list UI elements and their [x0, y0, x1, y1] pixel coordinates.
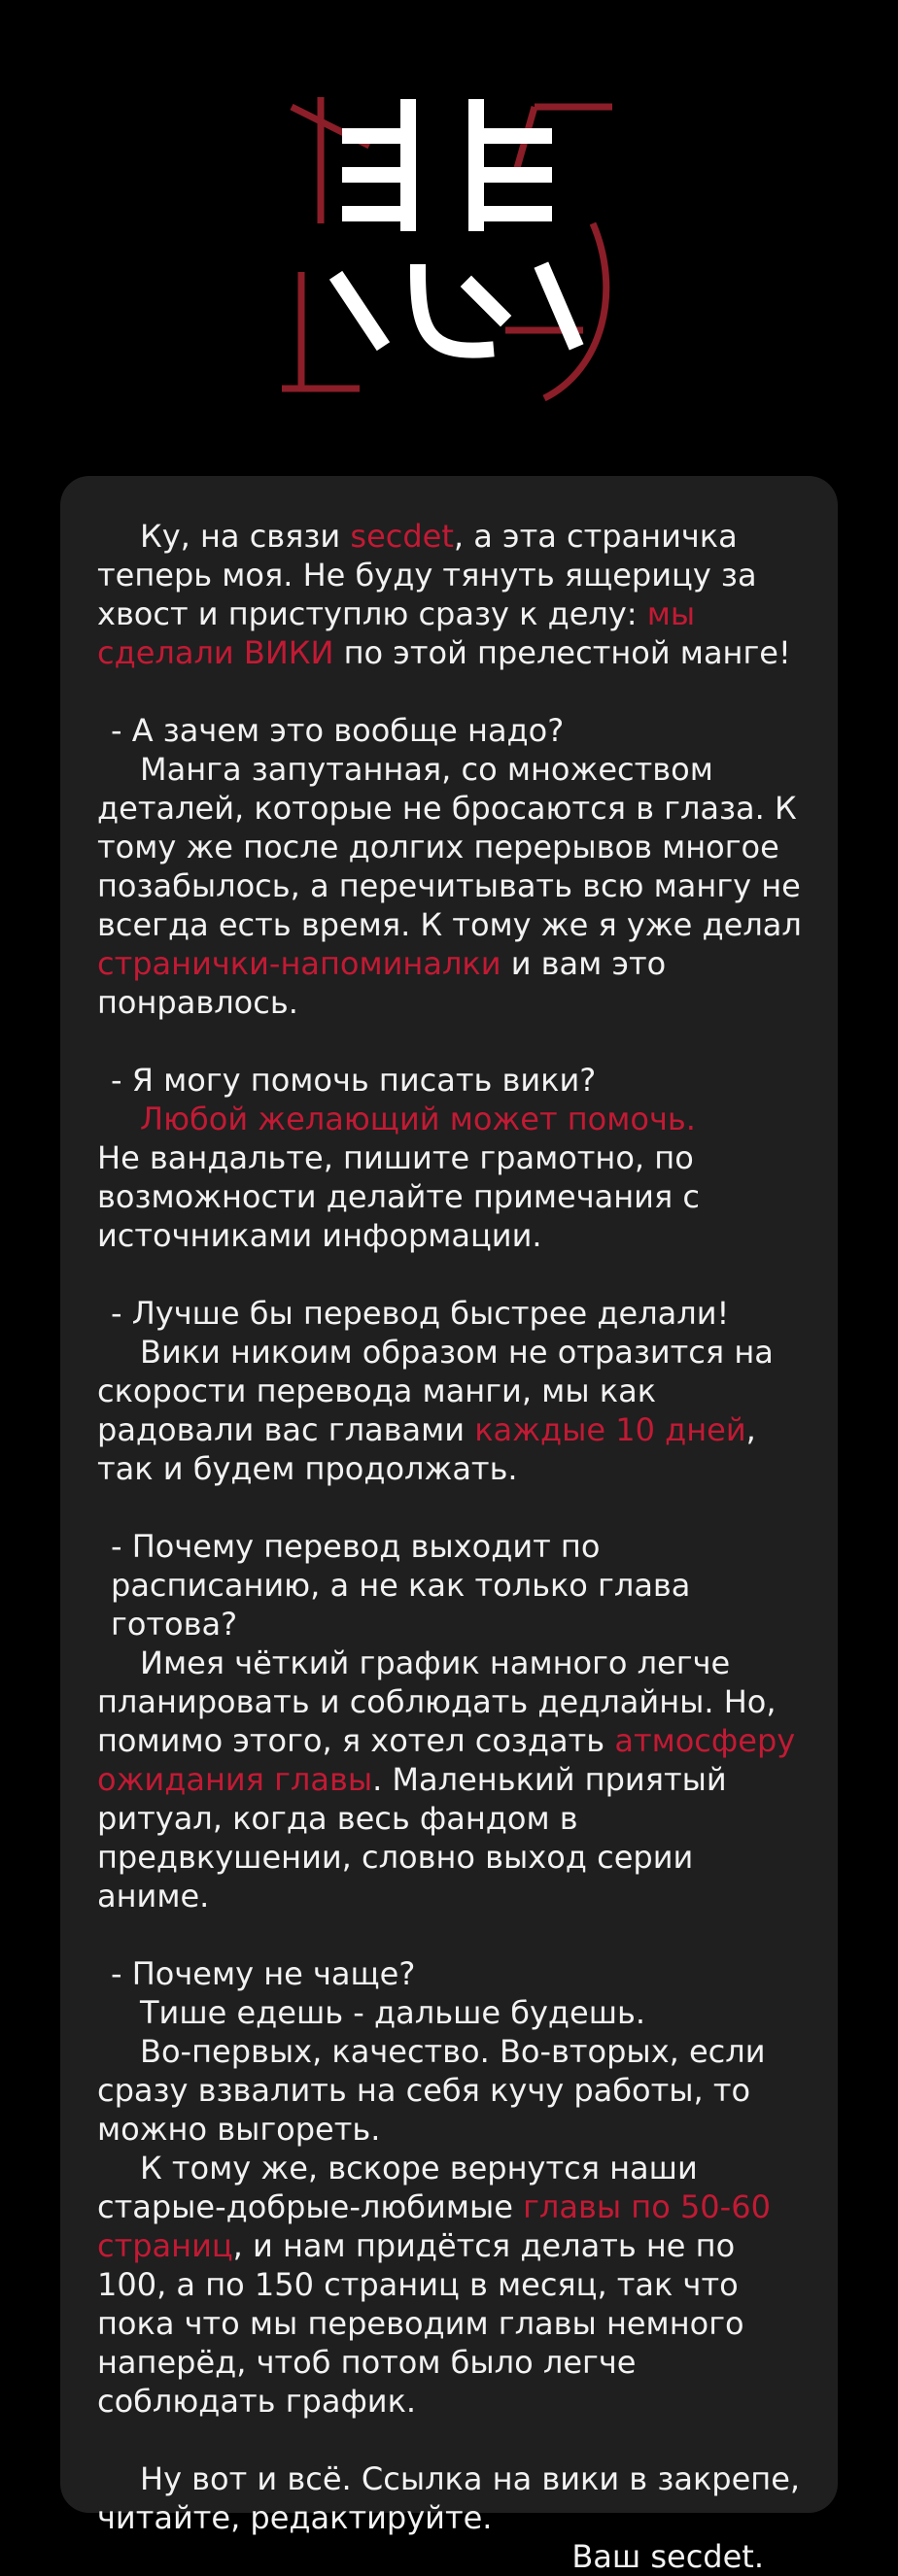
answer-speed: Вики никоим образом не отразится на скорости перевода манги, мы как радовали вас главами каждые 10 дней, так и будем продолжать. [97, 1334, 774, 1487]
question-why: - А зачем это вообще надо? [111, 712, 565, 749]
answer-help-highlight: Любой желающий может помочь. [140, 1101, 696, 1137]
answer-help: Не вандальте, пишите грамотно, по возможности делайте примечания с источниками информации. [97, 1139, 700, 1254]
article-text [97, 517, 803, 2576]
question-schedule: - Почему перевод выходит по расписанию, а не как только глава готова? [111, 1528, 691, 1643]
answer-why: Манга запутанная, со множеством деталей, которые не бросаются в глаза. К тому же после долгих перерывов многое позабылось, а перечитывать всю мангу не всегда есть время. К тому же я уже делал странички-напоминалки и вам это понравлось. [97, 751, 802, 1021]
info-card [60, 476, 838, 2575]
question-frequency: - Почему не чаще? [111, 1955, 416, 1992]
answer-frequency-2: Во-первых, качество. Во-вторых, если сразу взвалить на себя кучу работы, то можно выгореть. [97, 2033, 766, 2148]
outro-paragraph: Ну вот и всё. Ссылка на вики в закрепе, читайте, редактируйте. [97, 2460, 801, 2536]
intro-paragraph: Ку, на связи secdet, а эта страничка теперь моя. Не буду тянуть ящерицу за хвост и приступлю сразу к делу: мы сделали ВИКИ по этой прелестной манге! [97, 518, 791, 671]
question-speed: - Лучше бы перевод быстрее делали! [111, 1295, 730, 1332]
answer-frequency-1: Тише едешь - дальше будешь. [140, 1994, 645, 2031]
answer-frequency-3: К тому же, вскоре вернутся наши старые-добрые-любимые главы по 50-60 страниц, и нам придётся делать не по 100, а по 150 страниц в месяц, так что пока что мы переводим главы немного наперёд, чтоб потом было легче соблюдать график. [97, 2150, 771, 2420]
kanji-sorrow-logo-icon [262, 78, 651, 408]
answer-schedule: Имея чёткий график намного легче планировать и соблюдать дедлайны. Но, помимо этого, я хотел создать атмосферу ожидания главы. Маленький приятый ритуал, когда весь фандом в предвкушении, словно выход серии аниме. [97, 1644, 796, 1915]
signature: Ваш secdet. [571, 2538, 764, 2575]
kanji-logo [262, 78, 651, 408]
question-help: - Я могу помочь писать вики? [111, 1062, 597, 1099]
